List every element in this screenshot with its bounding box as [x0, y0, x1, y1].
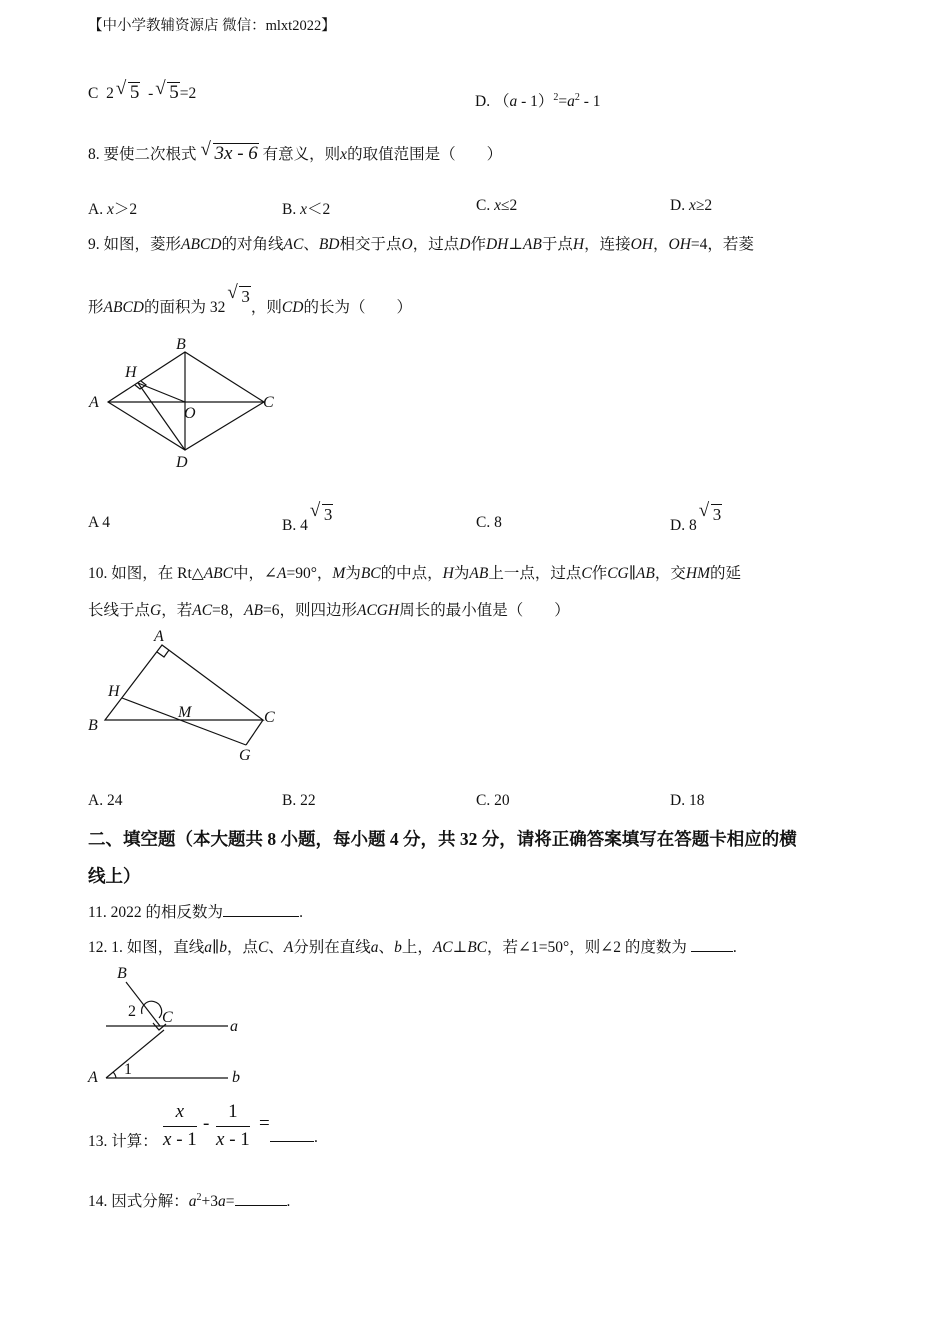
- label-b: B: [88, 717, 98, 734]
- q9-rhombus-figure: [80, 330, 290, 475]
- sqrt-3: √ 3: [239, 286, 251, 307]
- text-run: ACGH: [356, 602, 400, 619]
- answer-blank: [270, 1129, 314, 1142]
- text-run: 于点: [541, 236, 573, 253]
- label-h: H: [125, 364, 137, 381]
- text-run: C: [257, 939, 269, 956]
- sqrt-3: √ 3: [322, 504, 334, 525]
- text-run: AB: [635, 565, 655, 582]
- text-run: M: [332, 565, 346, 582]
- q7-option-d: D. $(a - 1)^2=a^2 - 1$: [475, 91, 601, 110]
- q12-stem: 12. 1. 如图，直线a∥b，点C、A分别在直线a、b上，AC⊥BC，若∠1=50°，则∠2 的度数为 .: [88, 939, 737, 956]
- text-run: ，过点: [412, 236, 460, 253]
- label-g: G: [239, 747, 251, 764]
- q10-option-b: B. 22: [282, 792, 316, 809]
- segment-ac: [106, 1030, 164, 1078]
- q13-label: 13. 计算：: [88, 1133, 158, 1150]
- label-o: O: [184, 405, 196, 422]
- text-run: ∥: [628, 565, 636, 582]
- text-run: OH: [668, 236, 691, 253]
- q10-triangle-figure: [80, 625, 290, 765]
- text-run: 12. 1. 如图，直线: [88, 939, 205, 956]
- text-run: ，若: [161, 602, 193, 619]
- q10-option-a: A. 24: [88, 792, 123, 809]
- q9-option-d: D. 8√ 3: [670, 514, 722, 535]
- text-run: AB: [244, 602, 263, 619]
- text-run: AC: [432, 939, 453, 956]
- sqrt-5: √ 5: [128, 82, 141, 103]
- text-run: 分别在直线: [293, 939, 371, 956]
- text-run: 9. 如图，菱形: [88, 236, 182, 253]
- text-run: BC: [360, 565, 381, 582]
- text-run: 的中点，: [380, 565, 443, 582]
- label-line-b: b: [232, 1069, 240, 1086]
- q7-option-c: C 2√ 5 -√ 5=2: [88, 82, 196, 103]
- text-run: 的对角线: [221, 236, 284, 253]
- q12-parallel-lines-figure: [80, 960, 260, 1090]
- page-header: 【中小学教辅资源店 微信：mlxt2022】: [88, 18, 336, 34]
- equals-sign: =: [259, 1113, 270, 1134]
- text-run: 长线于点: [88, 602, 151, 619]
- q11-stem: 11. 2022 的相反数为 .: [88, 904, 303, 921]
- q10-option-c: C. 20: [476, 792, 510, 809]
- sqrt-3x-6: √ 3x - 6: [213, 143, 259, 164]
- text-run: HM: [685, 565, 710, 582]
- text-run: 为: [345, 565, 361, 582]
- text-run: 中，∠: [232, 565, 277, 582]
- section-heading-line2: 线上）: [88, 866, 141, 886]
- label-h: H: [108, 683, 120, 700]
- q10-option-d: D. 18: [670, 792, 705, 809]
- text-run: BC: [467, 939, 488, 956]
- q10-stem-line1: [88, 561, 741, 583]
- q8-option-b: B. x＜2: [282, 201, 331, 218]
- text-run: O: [401, 236, 413, 253]
- text-run: b: [394, 939, 402, 956]
- text-run: =90°，: [286, 565, 333, 582]
- q8-option-c: C. x≤2: [476, 197, 518, 214]
- text-run: =6，则四边形: [262, 602, 357, 619]
- text-run: AB: [522, 236, 542, 253]
- text-run: A: [276, 565, 287, 582]
- text-run: ABC: [203, 565, 233, 582]
- label-angle-1: 1: [124, 1061, 132, 1078]
- answer-blank: [235, 1193, 287, 1206]
- q8-option-d: D. x≥2: [670, 197, 713, 214]
- label-angle-2: 2: [128, 1003, 136, 1020]
- text-run: ABCD: [181, 236, 222, 253]
- label-a: A: [88, 1069, 98, 1086]
- text-run: ，交: [654, 565, 686, 582]
- label-c: C: [162, 1009, 173, 1026]
- q9-option-b: B. 4√ 3: [282, 514, 333, 535]
- text-run: 的延: [709, 565, 741, 582]
- minus-sign: -: [203, 1113, 210, 1134]
- label-c: C: [264, 709, 275, 726]
- sqrt-5: √ 5: [167, 82, 180, 103]
- text-run: C: [581, 565, 592, 582]
- text-run: DH: [485, 236, 509, 253]
- text-run: ∥: [212, 939, 220, 956]
- text-run: A: [283, 939, 294, 956]
- label-c: C: [263, 394, 274, 411]
- right-angle-mark-a: [157, 650, 169, 657]
- text-run: OH: [630, 236, 653, 253]
- label-d: D: [176, 454, 188, 471]
- text-run: 、: [378, 939, 395, 956]
- text-run: 10. 如图，在 Rt△: [88, 565, 204, 582]
- text-run: =8，: [212, 602, 245, 619]
- text-run: ，: [652, 236, 669, 253]
- text-run: G: [150, 602, 162, 619]
- answer-blank: [691, 939, 733, 952]
- text-run: CG: [607, 565, 629, 582]
- text-run: 为: [453, 565, 470, 582]
- label-a: A: [89, 394, 99, 411]
- text-run: D: [459, 236, 471, 253]
- q13-answer: .: [270, 1129, 318, 1147]
- text-run: 、: [303, 236, 319, 253]
- q9-stem-line2: 形ABCD的面积为 32√ 3，则CD的长为（ ）: [88, 295, 412, 317]
- text-run: AC: [283, 236, 304, 253]
- q9-option-c: C. 8: [476, 514, 502, 531]
- text-run: 周长的最小值是（ ）: [399, 602, 570, 619]
- text-run: ，连接: [584, 236, 631, 253]
- label-m: M: [178, 704, 192, 721]
- text-run: b: [219, 939, 227, 956]
- text-run: 上，: [401, 939, 433, 956]
- sqrt-3: √ 3: [711, 504, 723, 525]
- label-b: B: [117, 965, 127, 982]
- text-run: a: [204, 939, 213, 956]
- text-run: 相交于点: [339, 236, 402, 253]
- q9-stem-line1: [88, 232, 754, 254]
- fraction-x-over-x-minus-1: $\frac{x}{x - 1}$: [163, 1101, 197, 1150]
- segment-cg: [246, 720, 263, 745]
- text-run: AC: [192, 602, 213, 619]
- text-run: AB: [469, 565, 489, 582]
- text-run: ，点: [226, 939, 258, 956]
- text-run: a: [370, 939, 379, 956]
- section-heading-line1: 二、填空题（本大题共 8 小题，每小题 4 分，共 32 分，请将正确答案填写在答题卡相应的横: [88, 829, 797, 849]
- text-run: ，若∠1=50°，则∠2 的度数为: [487, 939, 687, 956]
- text-run: H: [572, 236, 585, 253]
- q8-stem: 8. 要使二次根式√ 3x - 6 有意义，则x的取值范围是（ ）: [88, 142, 502, 164]
- text-run: 作: [591, 565, 608, 582]
- label-b: B: [176, 336, 186, 353]
- text-run: =4，若菱: [690, 236, 754, 253]
- answer-blank: [223, 904, 299, 917]
- q8-option-a: A. x＞2: [88, 201, 138, 218]
- angle-1-arc: [113, 1072, 116, 1078]
- q10-stem-line2: [88, 598, 570, 620]
- text-run: 上一点，过点: [488, 565, 582, 582]
- text-run: 作: [470, 236, 486, 253]
- text-run: BD: [318, 236, 340, 253]
- text-run: ⊥: [508, 236, 523, 253]
- q9-option-a: A 4: [88, 514, 110, 531]
- q14-stem: 14. 因式分解：$a^2+3a=$ .: [88, 1191, 291, 1210]
- text-run: 、: [268, 939, 284, 956]
- fraction-1-over-x-minus-1: $\frac{1}{x - 1}$: [216, 1101, 250, 1150]
- label-a: A: [154, 628, 164, 645]
- text-run: H: [442, 565, 454, 582]
- text-run: ⊥: [452, 939, 468, 956]
- label-line-a: a: [230, 1018, 238, 1035]
